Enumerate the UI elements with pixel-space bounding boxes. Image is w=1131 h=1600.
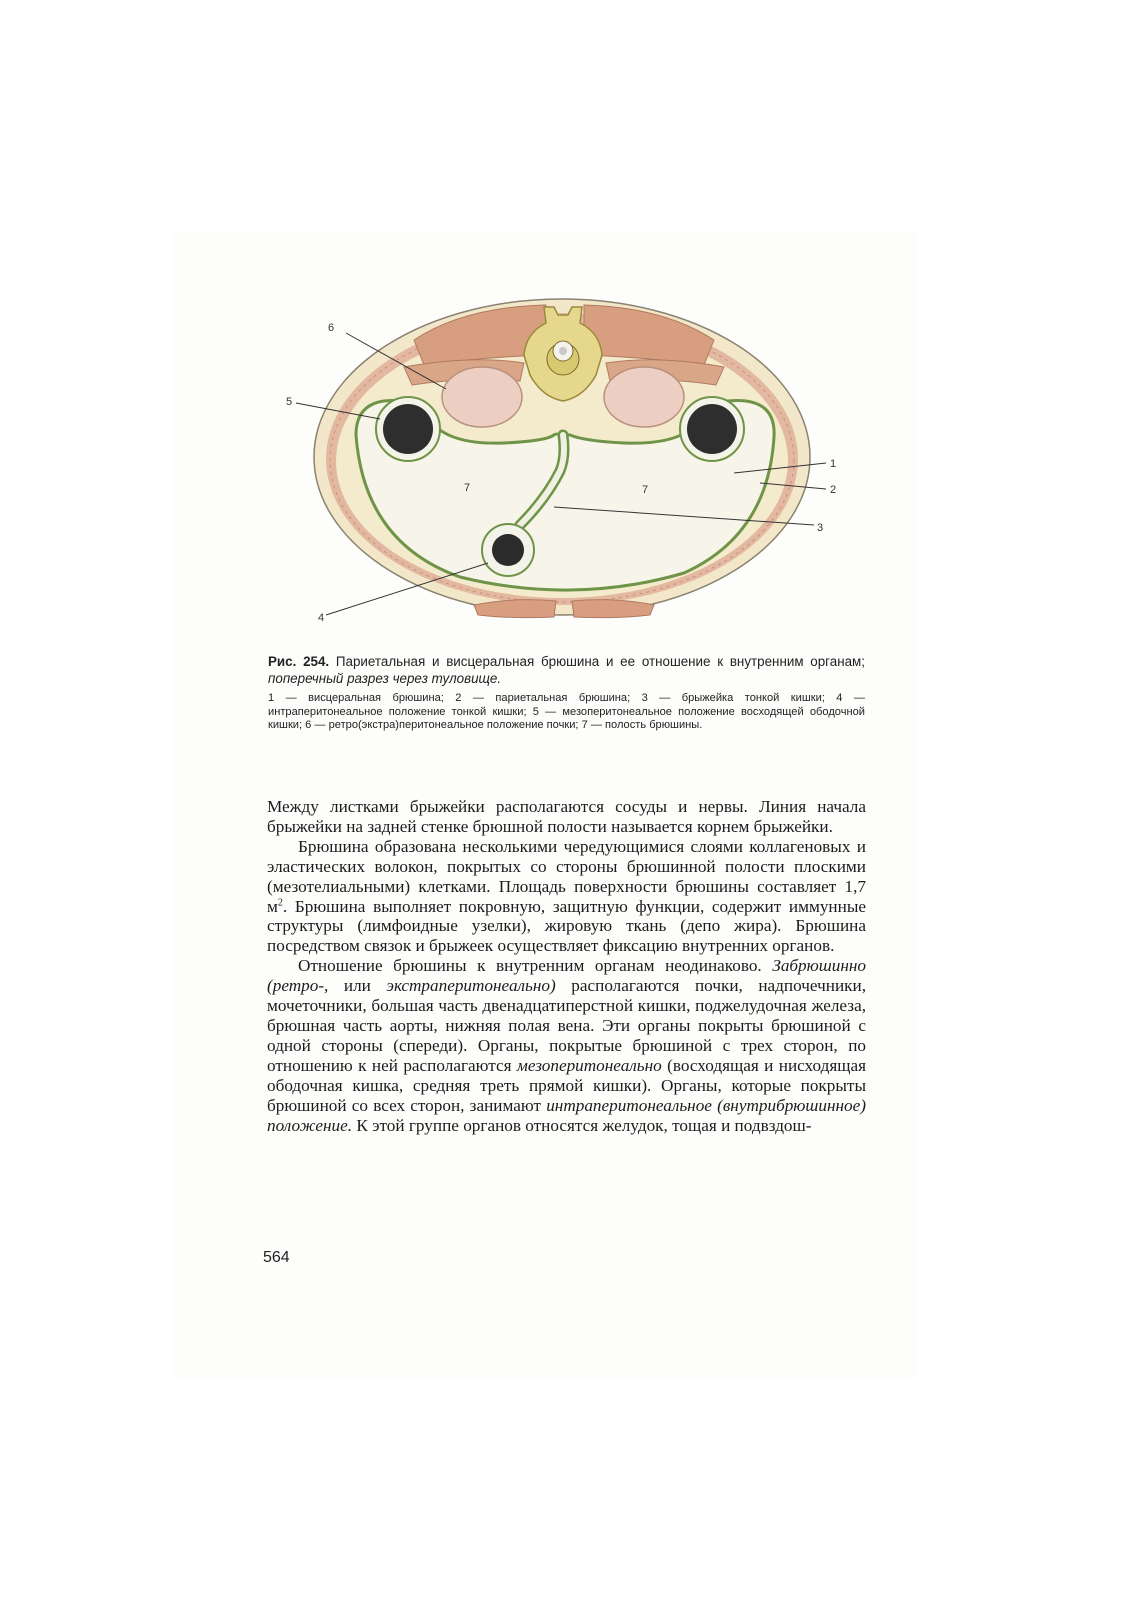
- p3-italic-h: интраперитонеальное (внутрибрюшинное) положение.: [267, 1095, 866, 1135]
- p3-italic-f: мезоперитонеально: [516, 1055, 662, 1075]
- callout-6: 6: [328, 322, 335, 334]
- caption-title: [268, 653, 865, 687]
- page-number: 564: [263, 1249, 290, 1266]
- callout-3: 3: [817, 522, 824, 534]
- callout-7-left: 7: [464, 482, 471, 494]
- rectus-right: [572, 600, 654, 618]
- paragraph-2: [267, 837, 866, 956]
- p3-italic-b: Забрюшинно (ретро-,: [267, 956, 866, 996]
- paragraph-3: [267, 956, 866, 1135]
- p2-text-before: Брюшина образована несколькими чередующимися слоями коллагеновых и эластических волокон, покрытых со стороны брюшинной полости плоскими (мезотелиальными) клетками. Площадь поверхности брюшины составляет 1,7 м: [267, 836, 866, 916]
- p2-text-after: . Брюшина выполняет покровную, защитную функции, содержит иммунные структуры (лимфоидные узелки), жировую ткань (депо жира). Брюшина посредством связок и брыжеек осуществляет фиксацию внутренних органов.: [267, 896, 866, 956]
- ascending-colon: [383, 404, 433, 454]
- spinal-cord: [559, 347, 567, 355]
- figure-label: Рис. 254.: [268, 654, 330, 669]
- callout-4: 4: [318, 612, 325, 624]
- cross-section-figure: [284, 285, 847, 630]
- p3-text-e: располагаются почки, надпочечники, мочеточники, большая часть двенадцатиперстной кишки, поджелудочная железа, брюшная часть аорты, нижняя полая вена. Эти органы покрыты брюшиной с одной стороны (спереди). Органы, покрытые брюшиной с трех сторон, по отношению к ней располагаются: [267, 976, 867, 1075]
- kidney-left: [442, 367, 522, 427]
- paragraph-1: Между листками брыжейки располагаются сосуды и нервы. Линия начала брыжейки на задней стенке брюшной полости называется корнем брыжейки.: [267, 797, 866, 836]
- rectus-left: [474, 600, 556, 618]
- callout-7-right: 7: [642, 484, 649, 496]
- p3-text-a: Отношение брюшины к внутренним органам неодинаково.: [298, 956, 762, 976]
- caption-title-text: Париетальная и висцеральная брюшина и ее отношение к внутренним органам;: [335, 654, 865, 669]
- back-muscle-right: [584, 305, 714, 365]
- descending-colon: [687, 404, 737, 454]
- caption-legend: 1 — висцеральная брюшина; 2 — париетальная брюшина; 3 — брыжейка тонкой кишки; 4 — интраперитонеальное положение тонкой кишки; 5 — мезоперитонеальное положение восходящей ободочной кишки; 6 — ретро(экстра)перитонеальное положение почки; 7 — полость брюшины.: [268, 692, 865, 731]
- anatomy-illustration: [284, 285, 847, 630]
- p2-superscript: 2: [277, 896, 283, 908]
- callout-1: 1: [830, 458, 837, 470]
- p3-text-c: или: [343, 976, 371, 996]
- p3-italic-d: экстраперитонеально): [386, 976, 556, 996]
- caption-title-italic: поперечный разрез через туловище.: [268, 671, 502, 686]
- callout-5: 5: [286, 396, 293, 408]
- small-intestine: [492, 534, 524, 566]
- figure-caption: [268, 653, 865, 733]
- body-text: [267, 797, 866, 1135]
- kidney-right: [604, 367, 684, 427]
- p3-text-i: К этой группе органов относятся желудок, тощая и подвздош-: [356, 1115, 812, 1135]
- p3-text-g: (восходящая и нисходящая ободочная кишка, средняя треть прямой кишки). Органы, которые покрыты брюшиной со всех сторон, занимают: [267, 1055, 867, 1115]
- callout-2: 2: [830, 484, 837, 496]
